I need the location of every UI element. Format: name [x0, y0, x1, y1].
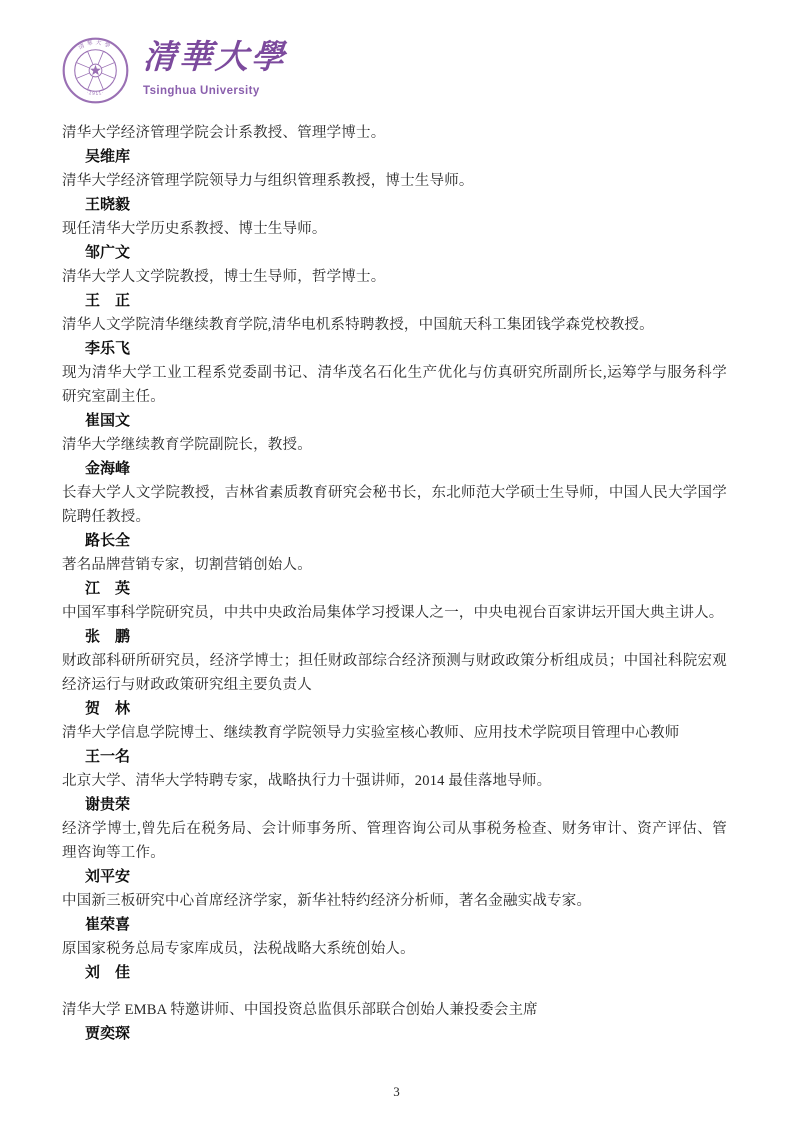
- faculty-entry: [62, 913, 727, 961]
- person-name: 路长全: [85, 532, 131, 549]
- person-name: 王晓毅: [85, 196, 131, 213]
- person-bio: 中国军事科学院研究员，中共中央政治局集体学习授课人之一，中央电视台百家讲坛开国大典主讲人。: [62, 605, 724, 621]
- person-bio: 财政部科研所研究员，经济学博士；担任财政部综合经济预测与财政政策分析组成员；中国社科院宏观经济运行与财政政策研究组主要负责人: [62, 653, 727, 693]
- person-bio: 长春大学人文学院教授，吉林省素质教育研究会秘书长，东北师范大学硕士生导师，中国人民大学国学院聘任教授。: [62, 485, 727, 525]
- person-bio: 清华大学 EMBA 特邀讲师、中国投资总监俱乐部联合创始人兼投委会主席: [62, 1002, 538, 1018]
- person-bio: 经济学博士,曾先后在税务局、会计师事务所、管理咨询公司从事税务检查、财务审计、资产评估、管理咨询等工作。: [62, 821, 727, 861]
- person-bio: 清华大学继续教育学院副院长，教授。: [62, 437, 312, 453]
- person-name: 金海峰: [85, 460, 131, 477]
- person-name: 崔荣喜: [85, 916, 131, 933]
- person-bio: 清华大学经济管理学院领导力与组织管理系教授，博士生导师。: [62, 173, 474, 189]
- faculty-entry: [62, 697, 727, 745]
- faculty-entry: [62, 793, 727, 865]
- person-name: 贺 林: [85, 700, 131, 717]
- faculty-entry: [62, 577, 727, 625]
- page-number: 3: [393, 1084, 400, 1099]
- person-name: 李乐飞: [85, 340, 131, 357]
- faculty-entry: [62, 529, 727, 577]
- faculty-bio-list: [0, 121, 793, 1046]
- person-bio: 北京大学、清华大学特聘专家，战略执行力十强讲师，2014 最佳落地导师。: [62, 773, 552, 789]
- person-bio: 现为清华大学工业工程系党委副书记、清华茂名石化生产优化与仿真研究所副所长,运筹学与服务科学研究室副主任。: [62, 365, 727, 405]
- university-name-english: Tsinghua University: [143, 85, 260, 98]
- faculty-entry: [62, 865, 727, 913]
- person-name: 贾奕琛: [85, 1025, 131, 1042]
- person-name: 张 鹏: [85, 628, 131, 645]
- faculty-entries: [62, 145, 727, 1046]
- faculty-entry: [62, 193, 727, 241]
- person-bio: 清华人文学院清华继续教育学院,清华电机系特聘教授，中国航天科工集团钱学森党校教授。: [62, 317, 654, 333]
- person-bio: 现任清华大学历史系教授、博士生导师。: [62, 221, 327, 237]
- faculty-entry: [62, 289, 727, 337]
- faculty-entry: [62, 241, 727, 289]
- seal-ring-top-text: 清華大學: [77, 40, 114, 52]
- faculty-entry: [62, 961, 727, 1022]
- person-bio: 清华大学信息学院博士、继续教育学院领导力实验室核心教师、应用技术学院项目管理中心教师: [62, 725, 680, 741]
- person-name: 吴维库: [85, 148, 131, 165]
- person-name: 江 英: [85, 580, 131, 597]
- faculty-entry: [62, 337, 727, 409]
- svg-text:清華大學: [77, 38, 114, 51]
- seal-ring-bottom-text: ·1911·: [85, 89, 106, 97]
- person-bio: 原国家税务总局专家库成员，法税战略大系统创始人。: [62, 941, 415, 957]
- person-name: 邹广文: [85, 244, 131, 261]
- faculty-entry: [62, 457, 727, 529]
- person-name: 刘平安: [85, 868, 131, 885]
- person-name: 王 正: [85, 292, 131, 309]
- faculty-entry: [62, 145, 727, 193]
- continued-bio-paragraph: 清华大学经济管理学院会计系教授、管理学博士。: [62, 125, 386, 141]
- person-bio: 著名品牌营销专家，切割营销创始人。: [62, 557, 312, 573]
- tsinghua-seal-icon: [62, 37, 129, 104]
- university-logo: [62, 37, 287, 104]
- faculty-entry: [62, 409, 727, 457]
- faculty-entry: [62, 745, 727, 793]
- person-name: 谢贵荣: [85, 796, 131, 813]
- person-bio: 中国新三板研究中心首席经济学家，新华社特约经济分析师，著名金融实战专家。: [62, 893, 592, 909]
- university-name-chinese: 清華大學: [142, 40, 288, 76]
- person-name: 刘 佳: [85, 964, 131, 981]
- person-name: 王一名: [85, 748, 131, 765]
- person-bio: 清华大学人文学院教授，博士生导师，哲学博士。: [62, 269, 386, 285]
- faculty-entry: [62, 1022, 727, 1046]
- person-name: 崔国文: [85, 412, 131, 429]
- faculty-entry: [62, 625, 727, 697]
- svg-text:·1911·: [86, 89, 105, 96]
- seal-star-icon: [90, 65, 101, 75]
- page-footer: [0, 1083, 793, 1101]
